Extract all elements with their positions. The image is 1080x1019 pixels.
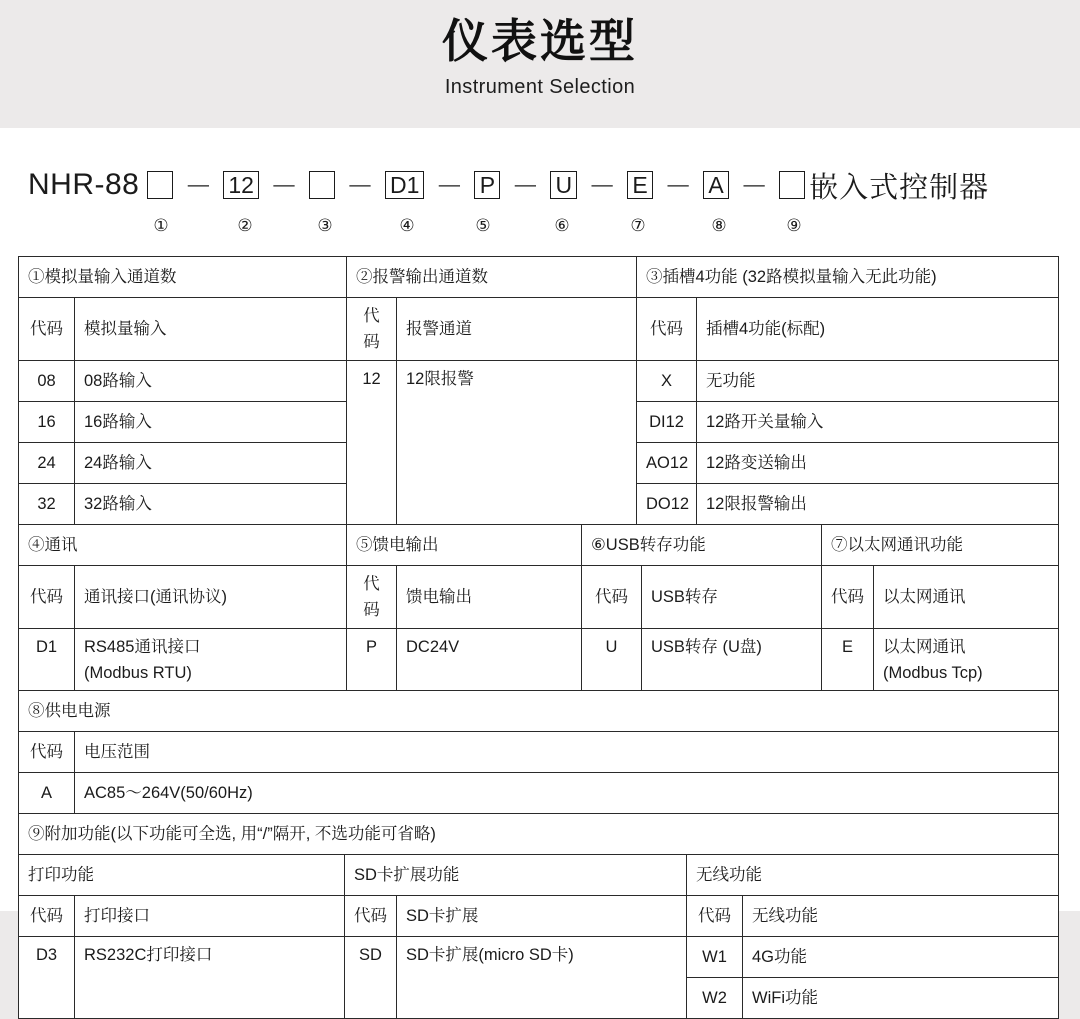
- header-alarm-output-channels: ②报警输出通道数: [347, 257, 637, 298]
- cell-desc-w1: 4G功能: [743, 936, 1059, 977]
- model-segment-3: [309, 171, 335, 199]
- table-row: [19, 361, 1059, 402]
- col-name-7: 以太网通讯: [874, 565, 1059, 628]
- col-name-6: USB转存: [642, 565, 822, 628]
- table-row: [19, 691, 1059, 732]
- header-ethernet: ⑦以太网通讯功能: [822, 524, 1059, 565]
- table-row: [19, 773, 1059, 814]
- cell-desc-p: DC24V: [397, 628, 582, 691]
- index-marker-4: ④: [399, 216, 415, 235]
- cell-desc-w2: WiFi功能: [743, 977, 1059, 1018]
- model-dash-4: －: [435, 171, 464, 202]
- table-row: [19, 628, 1059, 691]
- col-code-6: 代码: [582, 565, 642, 628]
- model-segment-2: 12: [223, 171, 259, 199]
- cell-code-12: 12: [347, 361, 397, 525]
- table-row: [19, 257, 1059, 298]
- col-code-5: 代码: [347, 565, 397, 628]
- index-marker-3: ③: [317, 216, 333, 235]
- model-dash-6: －: [588, 171, 617, 202]
- cell-desc-do12: 12限报警输出: [697, 484, 1059, 525]
- cell-code-e: E: [822, 628, 874, 691]
- cell-code-u: U: [582, 628, 642, 691]
- model-dash-8: －: [740, 171, 769, 202]
- cell-code-a: A: [19, 773, 75, 814]
- cell-code-di12: DI12: [637, 402, 697, 443]
- table-row: [19, 565, 1059, 628]
- cell-desc-sd: SD卡扩展(micro SD卡): [397, 936, 687, 1018]
- model-segment-6: U: [550, 171, 577, 199]
- model-suffix: 嵌入式控制器: [809, 171, 990, 204]
- cell-code-p: P: [347, 628, 397, 691]
- table-row: [19, 813, 1059, 854]
- cell-code-w1: W1: [687, 936, 743, 977]
- cell-desc-32: 32路输入: [75, 484, 347, 525]
- cell-desc-e-line2: (Modbus Tcp): [883, 663, 983, 682]
- model-dash-2: －: [269, 171, 298, 202]
- col-name-9c: 无线功能: [743, 895, 1059, 936]
- header-power-supply: ⑧供电电源: [19, 691, 1059, 732]
- table-row: [19, 895, 1059, 936]
- cell-desc-d1: [75, 628, 347, 691]
- selection-sheet: [0, 128, 1080, 1007]
- cell-desc-di12: 12路开关量输入: [697, 402, 1059, 443]
- cell-code-do12: DO12: [637, 484, 697, 525]
- model-segment-5: P: [474, 171, 500, 199]
- model-prefix: NHR-88: [28, 168, 140, 201]
- subheader-sd-card-function: SD卡扩展功能: [345, 854, 687, 895]
- cell-desc-a: AC85～264V(50/60Hz): [75, 773, 1059, 814]
- model-segment-1: [147, 171, 173, 199]
- header-additional-functions: ⑨附加功能(以下功能可全选, 用“/”隔开, 不选功能可省略): [19, 813, 1059, 854]
- col-name-3: 插槽4功能(标配): [697, 298, 1059, 361]
- cell-desc-d1-line1: RS485通讯接口: [84, 637, 201, 656]
- index-marker-9: ⑨: [786, 216, 802, 235]
- cell-code-d3: D3: [19, 936, 75, 1018]
- selection-table-group2: [18, 524, 1059, 692]
- subheader-wireless-function: 无线功能: [687, 854, 1059, 895]
- table-row: [19, 732, 1059, 773]
- header-usb-transfer: ⑥USB转存功能: [582, 524, 822, 565]
- cell-code-08: 08: [19, 361, 75, 402]
- col-code-9a: 代码: [19, 895, 75, 936]
- cell-desc-d3: RS232C打印接口: [75, 936, 345, 1018]
- model-segment-4: D1: [385, 171, 424, 199]
- col-name-8: 电压范围: [75, 732, 1059, 773]
- index-marker-1: ①: [153, 216, 169, 235]
- cell-code-x: X: [637, 361, 697, 402]
- table-row: [19, 298, 1059, 361]
- subheader-print-function: 打印功能: [19, 854, 345, 895]
- col-code-9b: 代码: [345, 895, 397, 936]
- table-row: [19, 854, 1059, 895]
- index-marker-2: ②: [237, 216, 253, 235]
- cell-code-32: 32: [19, 484, 75, 525]
- cell-desc-12: 12限报警: [397, 361, 637, 525]
- cell-desc-e: [874, 628, 1059, 691]
- col-code-9c: 代码: [687, 895, 743, 936]
- col-name-1: 模拟量输入: [75, 298, 347, 361]
- col-name-4: 通讯接口(通讯协议): [75, 565, 347, 628]
- index-marker-5: ⑤: [475, 216, 491, 235]
- col-code-2: 代码: [347, 298, 397, 361]
- col-name-9b: SD卡扩展: [397, 895, 687, 936]
- cell-code-sd: SD: [345, 936, 397, 1018]
- selection-table-group4: [18, 813, 1059, 1019]
- cell-code-16: 16: [19, 402, 75, 443]
- model-dash-3: －: [345, 171, 374, 202]
- page-title-cn: 仪表选型: [442, 15, 638, 67]
- cell-code-w2: W2: [687, 977, 743, 1018]
- model-dash-1: －: [184, 171, 213, 202]
- header-slot4-function: ③插槽4功能 (32路模拟量输入无此功能): [637, 257, 1059, 298]
- col-code-4: 代码: [19, 565, 75, 628]
- cell-desc-u: USB转存 (U盘): [642, 628, 822, 691]
- cell-desc-16: 16路输入: [75, 402, 347, 443]
- index-marker-8: ⑧: [711, 216, 727, 235]
- cell-desc-08: 08路输入: [75, 361, 347, 402]
- cell-code-d1: D1: [19, 628, 75, 691]
- model-segment-7: E: [627, 171, 653, 199]
- selection-table: [18, 256, 1059, 525]
- col-code-7: 代码: [822, 565, 874, 628]
- col-name-5: 馈电输出: [397, 565, 582, 628]
- col-name-2: 报警通道: [397, 298, 637, 361]
- col-code-3: 代码: [637, 298, 697, 361]
- cell-code-ao12: AO12: [637, 443, 697, 484]
- model-segment-9: [779, 171, 805, 199]
- model-dash-7: －: [664, 171, 693, 202]
- cell-code-24: 24: [19, 443, 75, 484]
- cell-desc-d1-line2: (Modbus RTU): [84, 663, 192, 682]
- model-dash-5: －: [511, 171, 540, 202]
- col-code-1: 代码: [19, 298, 75, 361]
- index-marker-6: ⑥: [554, 216, 570, 235]
- model-code-row: [18, 128, 1062, 216]
- header-analog-input-channels: ①模拟量输入通道数: [19, 257, 347, 298]
- cell-desc-24: 24路输入: [75, 443, 347, 484]
- table-row: [19, 524, 1059, 565]
- cell-desc-x: 无功能: [697, 361, 1059, 402]
- header-communication: ④通讯: [19, 524, 347, 565]
- page-title-en: Instrument Selection: [444, 76, 636, 98]
- cell-desc-ao12: 12路变送输出: [697, 443, 1059, 484]
- col-name-9a: 打印接口: [75, 895, 345, 936]
- model-segment-8: A: [703, 171, 729, 199]
- index-marker-7: ⑦: [630, 216, 646, 235]
- table-row: [19, 936, 1059, 977]
- header-power-feed-output: ⑤馈电输出: [347, 524, 582, 565]
- selection-table-group3: [18, 690, 1059, 814]
- model-index-row: [28, 216, 1062, 244]
- cell-desc-e-line1: 以太网通讯: [883, 637, 966, 656]
- col-code-8: 代码: [19, 732, 75, 773]
- page-header: [0, 0, 1080, 128]
